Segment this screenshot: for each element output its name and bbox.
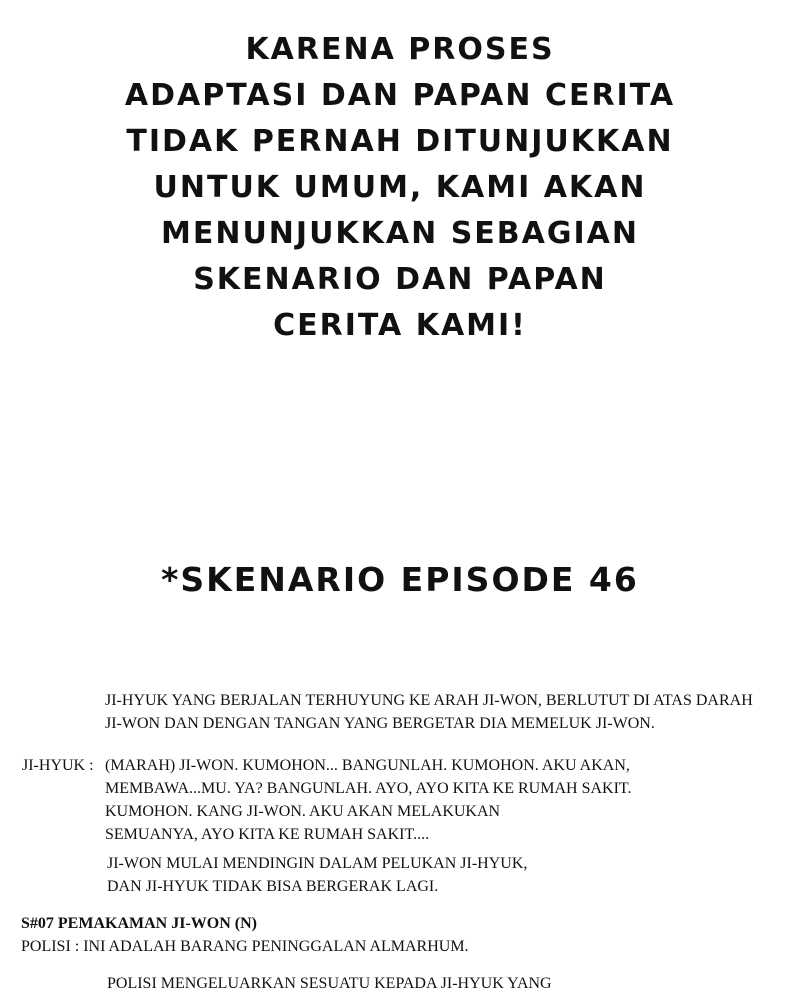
- scene-heading: S#07 PEMAKAMAN JI-WON (N): [21, 915, 257, 932]
- dialogue-block: [105, 754, 632, 846]
- intro-line: KARENA PROSES: [245, 32, 555, 67]
- dialogue-line: KUMOHON. KANG JI-WON. AKU AKAN MELAKUKAN: [105, 803, 501, 820]
- dialogue-line: MEMBAWA...MU. YA? BANGUNLAH. AYO, AYO KITA KE RUMAH SAKIT.: [105, 780, 632, 797]
- action-block-2: [107, 852, 527, 898]
- police-dialogue: POLISI : INI ADALAH BARANG PENINGGALAN ALMARHUM.: [21, 938, 469, 955]
- dialogue-speaker: JI-HYUK :: [22, 757, 94, 774]
- scene-block: [21, 912, 469, 958]
- intro-line: TIDAK PERNAH DITUNJUKKAN: [126, 124, 674, 159]
- scenario-heading: *SKENARIO EPISODE 46: [161, 560, 639, 599]
- intro-line: UNTUK UMUM, KAMI AKAN: [153, 170, 647, 205]
- action-line: DAN JI-HYUK TIDAK BISA BERGERAK LAGI.: [107, 878, 439, 895]
- action-line: JI-HYUK YANG BERJALAN TERHUYUNG KE ARAH JI-WON, BERLUTUT DI ATAS DARAH: [105, 692, 753, 709]
- dialogue-line: (MARAH) JI-WON. KUMOHON... BANGUNLAH. KUMOHON. AKU AKAN,: [105, 757, 630, 774]
- action-block-1: [105, 689, 753, 735]
- action-line: JI-WON MULAI MENDINGIN DALAM PELUKAN JI-HYUK,: [107, 855, 528, 872]
- intro-line: SKENARIO DAN PAPAN: [193, 262, 607, 297]
- intro-line: MENUNJUKKAN SEBAGIAN: [160, 216, 639, 251]
- action-block-3: [107, 972, 552, 995]
- intro-line: CERITA KAMI!: [273, 308, 527, 343]
- action-line: POLISI MENGELUARKAN SESUATU KEPADA JI-HYUK YANG: [107, 975, 552, 992]
- action-line: JI-WON DAN DENGAN TANGAN YANG BERGETAR DIA MEMELUK JI-WON.: [105, 715, 655, 732]
- dialogue-line: SEMUANYA, AYO KITA KE RUMAH SAKIT....: [105, 826, 430, 843]
- intro-line: ADAPTASI DAN PAPAN CERITA: [124, 78, 676, 113]
